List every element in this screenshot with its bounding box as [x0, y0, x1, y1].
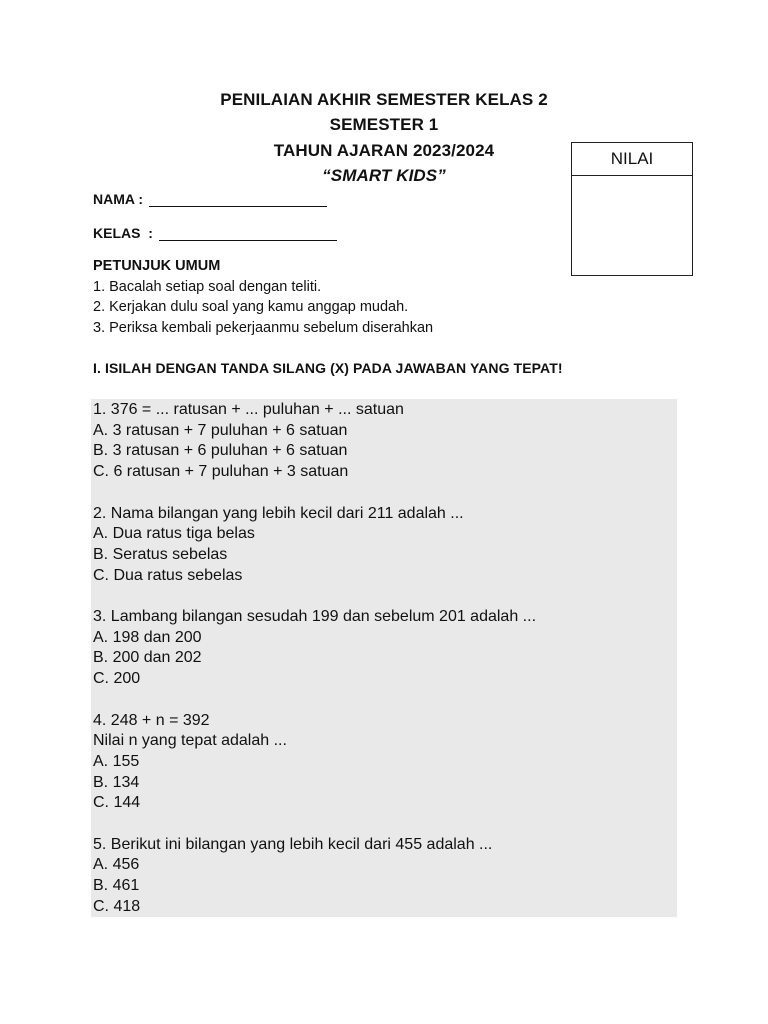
name-blank-line[interactable] — [149, 194, 327, 207]
instruction-item: 2. Kerjakan dulu soal yang kamu anggap mudah. — [93, 299, 409, 315]
score-box — [571, 142, 693, 276]
instructions — [93, 256, 433, 338]
question-4 — [93, 711, 677, 815]
answer-option[interactable]: B. 461 — [93, 877, 140, 895]
score-label: NILAI — [572, 143, 692, 176]
instructions-title: PETUNJUK UMUM — [93, 258, 221, 274]
answer-option[interactable]: B. Seratus sebelas — [93, 545, 228, 563]
instruction-item: 3. Periksa kembali pekerjaanmu sebelum diserahkan — [93, 319, 434, 336]
answer-option[interactable]: A. 3 ratusan + 7 puluhan + 6 satuan — [93, 421, 348, 439]
question-2 — [93, 504, 677, 587]
answer-option[interactable]: B. 200 dan 202 — [93, 649, 202, 667]
section-title: I. ISILAH DENGAN TANDA SILANG (X) PADA JAWABAN YANG TEPAT! — [93, 360, 563, 376]
class-label: KELAS : — [93, 225, 153, 241]
answer-option[interactable]: C. 418 — [93, 897, 141, 915]
class-blank-line[interactable] — [159, 228, 337, 241]
questions-panel — [91, 399, 677, 917]
question-text: 1. 376 = ... ratusan + ... puluhan + ... satuan — [93, 401, 404, 418]
question-3 — [93, 607, 677, 690]
answer-option[interactable]: B. 134 — [93, 773, 140, 791]
answer-option[interactable]: A. 155 — [93, 752, 140, 770]
answer-option[interactable]: C. 6 ratusan + 7 puluhan + 3 satuan — [93, 463, 349, 481]
answer-option[interactable]: C. 200 — [93, 670, 141, 688]
question-text: 2. Nama bilangan yang lebih kecil dari 211 adalah ... — [93, 504, 464, 522]
answer-option[interactable]: C. 144 — [93, 794, 141, 812]
name-label: NAMA : — [93, 191, 144, 207]
answer-option[interactable]: B. 3 ratusan + 6 puluhan + 6 satuan — [93, 442, 348, 460]
name-field — [93, 191, 327, 207]
question-text: 5. Berikut ini bilangan yang lebih kecil dari 455 adalah ... — [93, 835, 493, 853]
question-text: 3. Lambang bilangan sesudah 199 dan sebelum 201 adalah ... — [93, 608, 537, 625]
school-name: “SMART KIDS” — [322, 166, 446, 185]
answer-option[interactable]: A. 456 — [93, 856, 140, 874]
academic-year: TAHUN AJARAN 2023/2024 — [273, 141, 495, 160]
semester-label: SEMESTER 1 — [329, 115, 439, 134]
answer-option[interactable]: A. 198 dan 200 — [93, 628, 202, 646]
question-5 — [93, 835, 677, 918]
exam-title: PENILAIAN AKHIR SEMESTER KELAS 2 — [220, 90, 548, 109]
answer-option[interactable]: C. Dua ratus sebelas — [93, 566, 243, 584]
question-text: 4. 248 + n = 392 — [93, 711, 210, 729]
answer-option[interactable]: A. Dua ratus tiga belas — [93, 525, 255, 543]
class-field — [93, 225, 337, 241]
question-1 — [93, 400, 677, 483]
question-subtext: Nilai n yang tepat adalah ... — [93, 732, 287, 750]
instruction-item: 1. Bacalah setiap soal dengan teliti. — [93, 278, 322, 295]
